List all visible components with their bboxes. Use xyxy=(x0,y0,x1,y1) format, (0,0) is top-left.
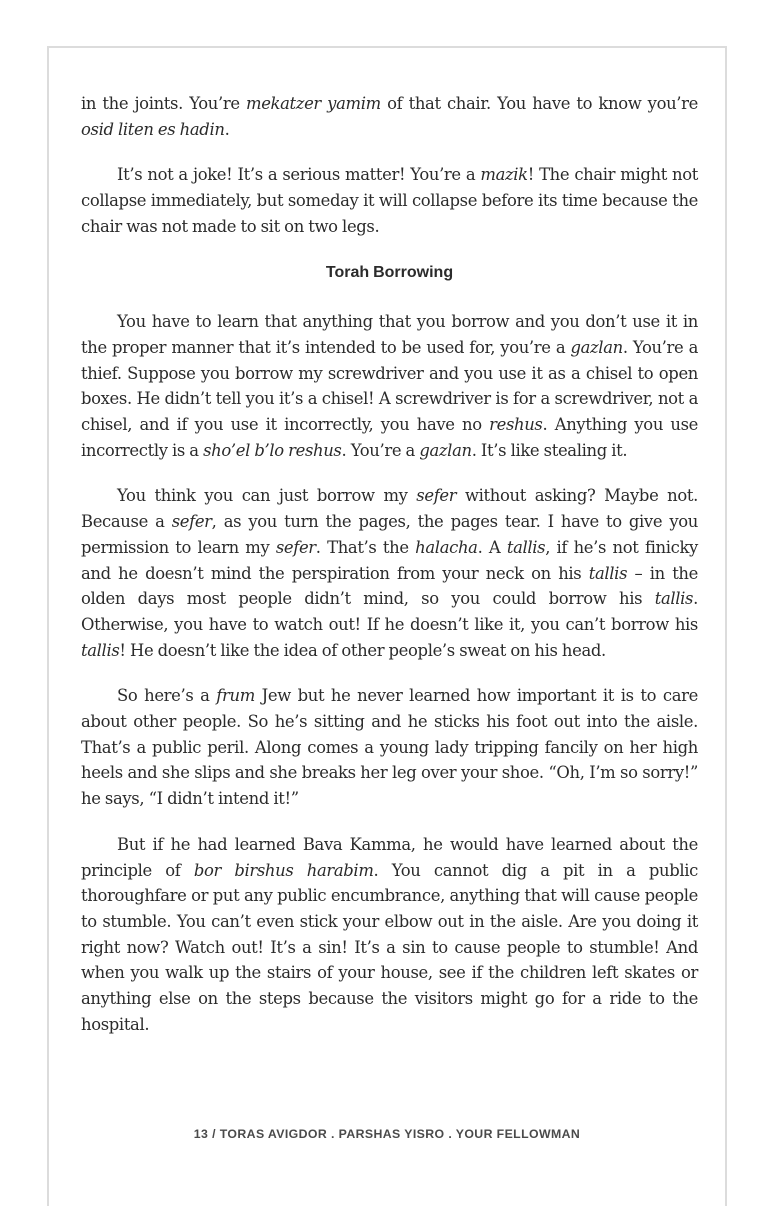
italic-term: reshus xyxy=(489,415,543,435)
text-run: without asking? Maybe not. Because a xyxy=(81,486,698,532)
text-run: You have to learn that anything that you borrow and you don’t use it in the proper manner that it’s intended to be used for, you’re a xyxy=(81,312,698,357)
document-page xyxy=(47,46,727,1206)
italic-term: bor birshus harabim xyxy=(193,860,374,880)
italic-term: tallis xyxy=(506,537,546,557)
italic-term: frum xyxy=(216,686,255,706)
text-run: . xyxy=(224,119,230,139)
italic-term: mekatzer yamim xyxy=(246,94,381,113)
text-run: You think you can just borrow my xyxy=(117,486,417,506)
italic-term: sho’el b’lo reshus xyxy=(203,440,342,460)
text-run: It’s not a joke! It’s a serious matter! You’re a xyxy=(117,165,481,185)
text-run: But if he had learned Bava Kamma, he would have learned about the principle of xyxy=(81,834,698,880)
body-text xyxy=(81,91,698,1058)
italic-term: osid liten es hadin xyxy=(81,119,225,139)
text-run: . It’s like stealing it. xyxy=(471,440,628,460)
paragraph xyxy=(81,683,698,812)
text-run: – in the olden days most people didn’t mind, so you could borrow his xyxy=(81,563,698,609)
text-run: of that chair. You have to know you’re xyxy=(380,94,699,113)
text-run: . A xyxy=(477,537,507,557)
italic-term: mazik xyxy=(480,165,528,185)
italic-term: sefer xyxy=(171,512,212,532)
text-run: , as you turn the pages, the pages tear. I have to give you permission to learn my xyxy=(81,512,698,557)
italic-term: tallis xyxy=(588,563,628,583)
italic-term: halacha xyxy=(415,537,478,557)
text-run: . You’re a thief. Suppose you borrow my screwdriver and you use it as a chisel to open boxes. He didn’t tell you it’s a chisel! A screwdriver is for a screwdriver, not a chisel, and if you use it incorrectly, you have no xyxy=(81,337,698,435)
italic-term: sefer xyxy=(416,486,457,506)
italic-term: sefer xyxy=(275,537,316,557)
italic-term: tallis xyxy=(81,640,120,660)
text-run: . Anything you use incorrectly is a xyxy=(81,415,699,460)
section-heading: Torah Borrowing xyxy=(325,263,454,281)
text-run: . You’re a xyxy=(341,440,420,460)
text-run: ! The chair might not collapse immediately, but someday it will collapse before its time because the chair was not made to sit on two legs. xyxy=(81,165,698,236)
paragraph xyxy=(81,162,698,239)
text-run: . Otherwise, you have to watch out! If he doesn’t like it, you can’t borrow his xyxy=(81,589,698,634)
italic-term: gazlan xyxy=(419,440,472,460)
paragraph xyxy=(81,309,698,463)
paragraph xyxy=(81,483,698,663)
paragraph xyxy=(81,832,698,1038)
text-run: . You cannot dig a pit in a public thoroughfare or put any public encumbrance, anything that will cause people to stumble. You can’t even stick your elbow out in the aisle. Are you doing it right now? Watch out! It’s a sin! It’s a sin to cause people to stumble! And when you walk up the stairs of your house, see if the children left skates or anything else on the steps because the visitors might go for a ride to the hospital. xyxy=(81,860,698,1034)
text-run: ! He doesn’t like the idea of other people’s sweat on his head. xyxy=(119,640,606,660)
italic-term: tallis xyxy=(654,589,694,609)
italic-term: gazlan xyxy=(570,337,623,357)
text-run: . That’s the xyxy=(315,537,416,557)
text-run: in the joints. You’re xyxy=(81,94,246,113)
paragraph xyxy=(81,91,698,142)
page-footer: 13 / TORAS AVIGDOR . PARSHAS YISRO . YOUR FELLOWMAN xyxy=(193,1127,581,1141)
text-run: So here’s a xyxy=(117,686,217,706)
text-run: , if he’s not finicky and he doesn’t mind the perspiration from your neck on his xyxy=(81,537,698,583)
text-run: Jew but he never learned how important it is to care about other people. So he’s sitting and he sticks his foot out into the aisle. That’s a public peril. Along comes a young lady tripping fancily on her high heels and she slips and she breaks her leg over your shoe. “Oh, I’m so sorry!” he says, “I didn’t intend it!” xyxy=(81,686,698,809)
